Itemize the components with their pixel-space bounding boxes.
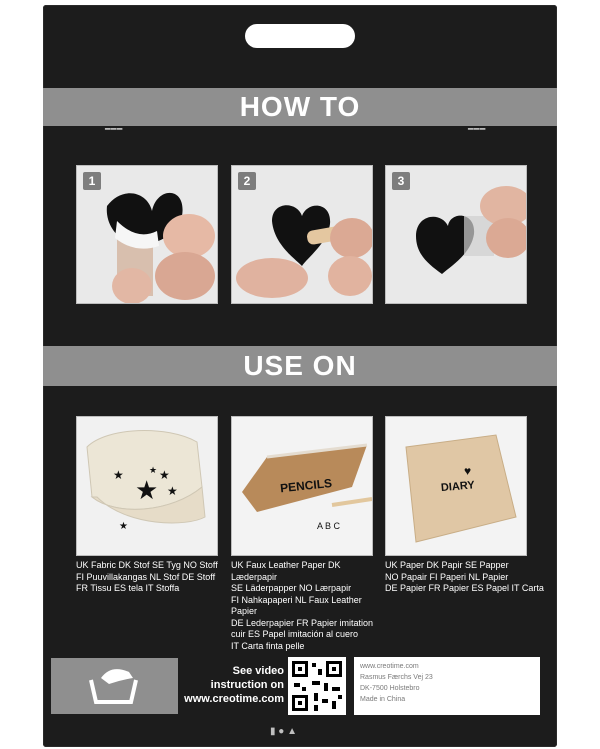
caption-line: FI Nahkapaperi NL Faux Leather Papier (231, 594, 362, 616)
step-number: 2 (238, 172, 256, 190)
product-photo-fabric (76, 416, 218, 556)
pencil-case-illustration (232, 417, 372, 555)
caption-line: SE Läderpapper NO Lærpapir (231, 583, 352, 593)
address-line: www.creotime.com (360, 663, 419, 670)
caption-line: DE Lederpapier FR Papier imitation (231, 617, 374, 628)
svg-text:★: ★ (119, 521, 128, 532)
diary-label: DIARY (440, 479, 476, 495)
qr-code[interactable] (288, 657, 346, 715)
manufacturer-address (354, 657, 540, 715)
step-photo-2 (231, 165, 373, 304)
video-line-2: instruction on (210, 679, 284, 691)
use-on-title: USE ON (243, 350, 357, 381)
caption-faux-leather (231, 560, 381, 652)
caption-line: NO Papair FI Paperi NL Papier (385, 571, 509, 582)
caption-line: DE Papier FR Papier ES Papel IT Carta (385, 583, 544, 593)
hand-wash-icon (51, 658, 178, 714)
pencils-label: PENCILS (279, 475, 333, 496)
caption-line: UK Fabric DK Stof SE Tyg NO Stoff (76, 560, 218, 570)
svg-text:★: ★ (135, 475, 159, 505)
hang-hole (245, 24, 355, 48)
address-line: DK-7500 Holstebro (360, 685, 420, 692)
video-line-1: See video (232, 665, 284, 677)
product-photo-paper (385, 416, 527, 556)
abc-letters: A B C (317, 521, 341, 531)
box-icon: ▮ (270, 726, 276, 737)
cap-illustration (77, 417, 217, 555)
staple-left: ━ ━ ━ (105, 124, 122, 134)
caption-line: IT Carta finta pelle (231, 640, 305, 651)
diary-illustration (386, 417, 526, 555)
caption-line: FR Tissu ES tela IT Stoffa (76, 583, 180, 593)
how-to-banner (43, 88, 557, 126)
video-instruction-text (184, 664, 284, 706)
caption-paper (385, 560, 545, 595)
how-to-title: HOW TO (239, 91, 361, 122)
caption-line: FI Puuvillakangas NL Stof DE Stoff (76, 571, 216, 582)
caption-line: cuir ES Papel imitación al cuero (231, 629, 359, 639)
step-photo-1 (76, 165, 218, 304)
step-photo-3 (385, 165, 527, 304)
globe-icon: ● (278, 726, 285, 737)
use-on-banner (43, 346, 557, 386)
step-number: 3 (392, 172, 410, 190)
triangle-icon: ▲ (287, 726, 298, 737)
svg-text:♥: ♥ (464, 464, 472, 478)
caption-line: UK Paper DK Papir SE Papper (385, 560, 509, 570)
qr-code-icon (288, 657, 346, 715)
caption-fabric (76, 560, 226, 595)
step-number: 1 (83, 172, 101, 190)
svg-text:★: ★ (149, 465, 158, 475)
staple-right: ━ ━ ━ (468, 124, 485, 134)
hand-wash-symbol (51, 658, 178, 714)
svg-text:★: ★ (167, 484, 178, 498)
address-line: Made in China (360, 696, 406, 703)
svg-text:★: ★ (113, 468, 124, 482)
recycling-symbols (270, 726, 297, 737)
product-photo-faux-leather (231, 416, 373, 556)
website-link[interactable]: www.creotime.com (184, 693, 284, 705)
caption-line: UK Faux Leather Paper DK Læderpapir (231, 560, 341, 582)
address-line: Rasmus Færchs Vej 23 (360, 674, 433, 681)
svg-text:★: ★ (159, 468, 170, 482)
